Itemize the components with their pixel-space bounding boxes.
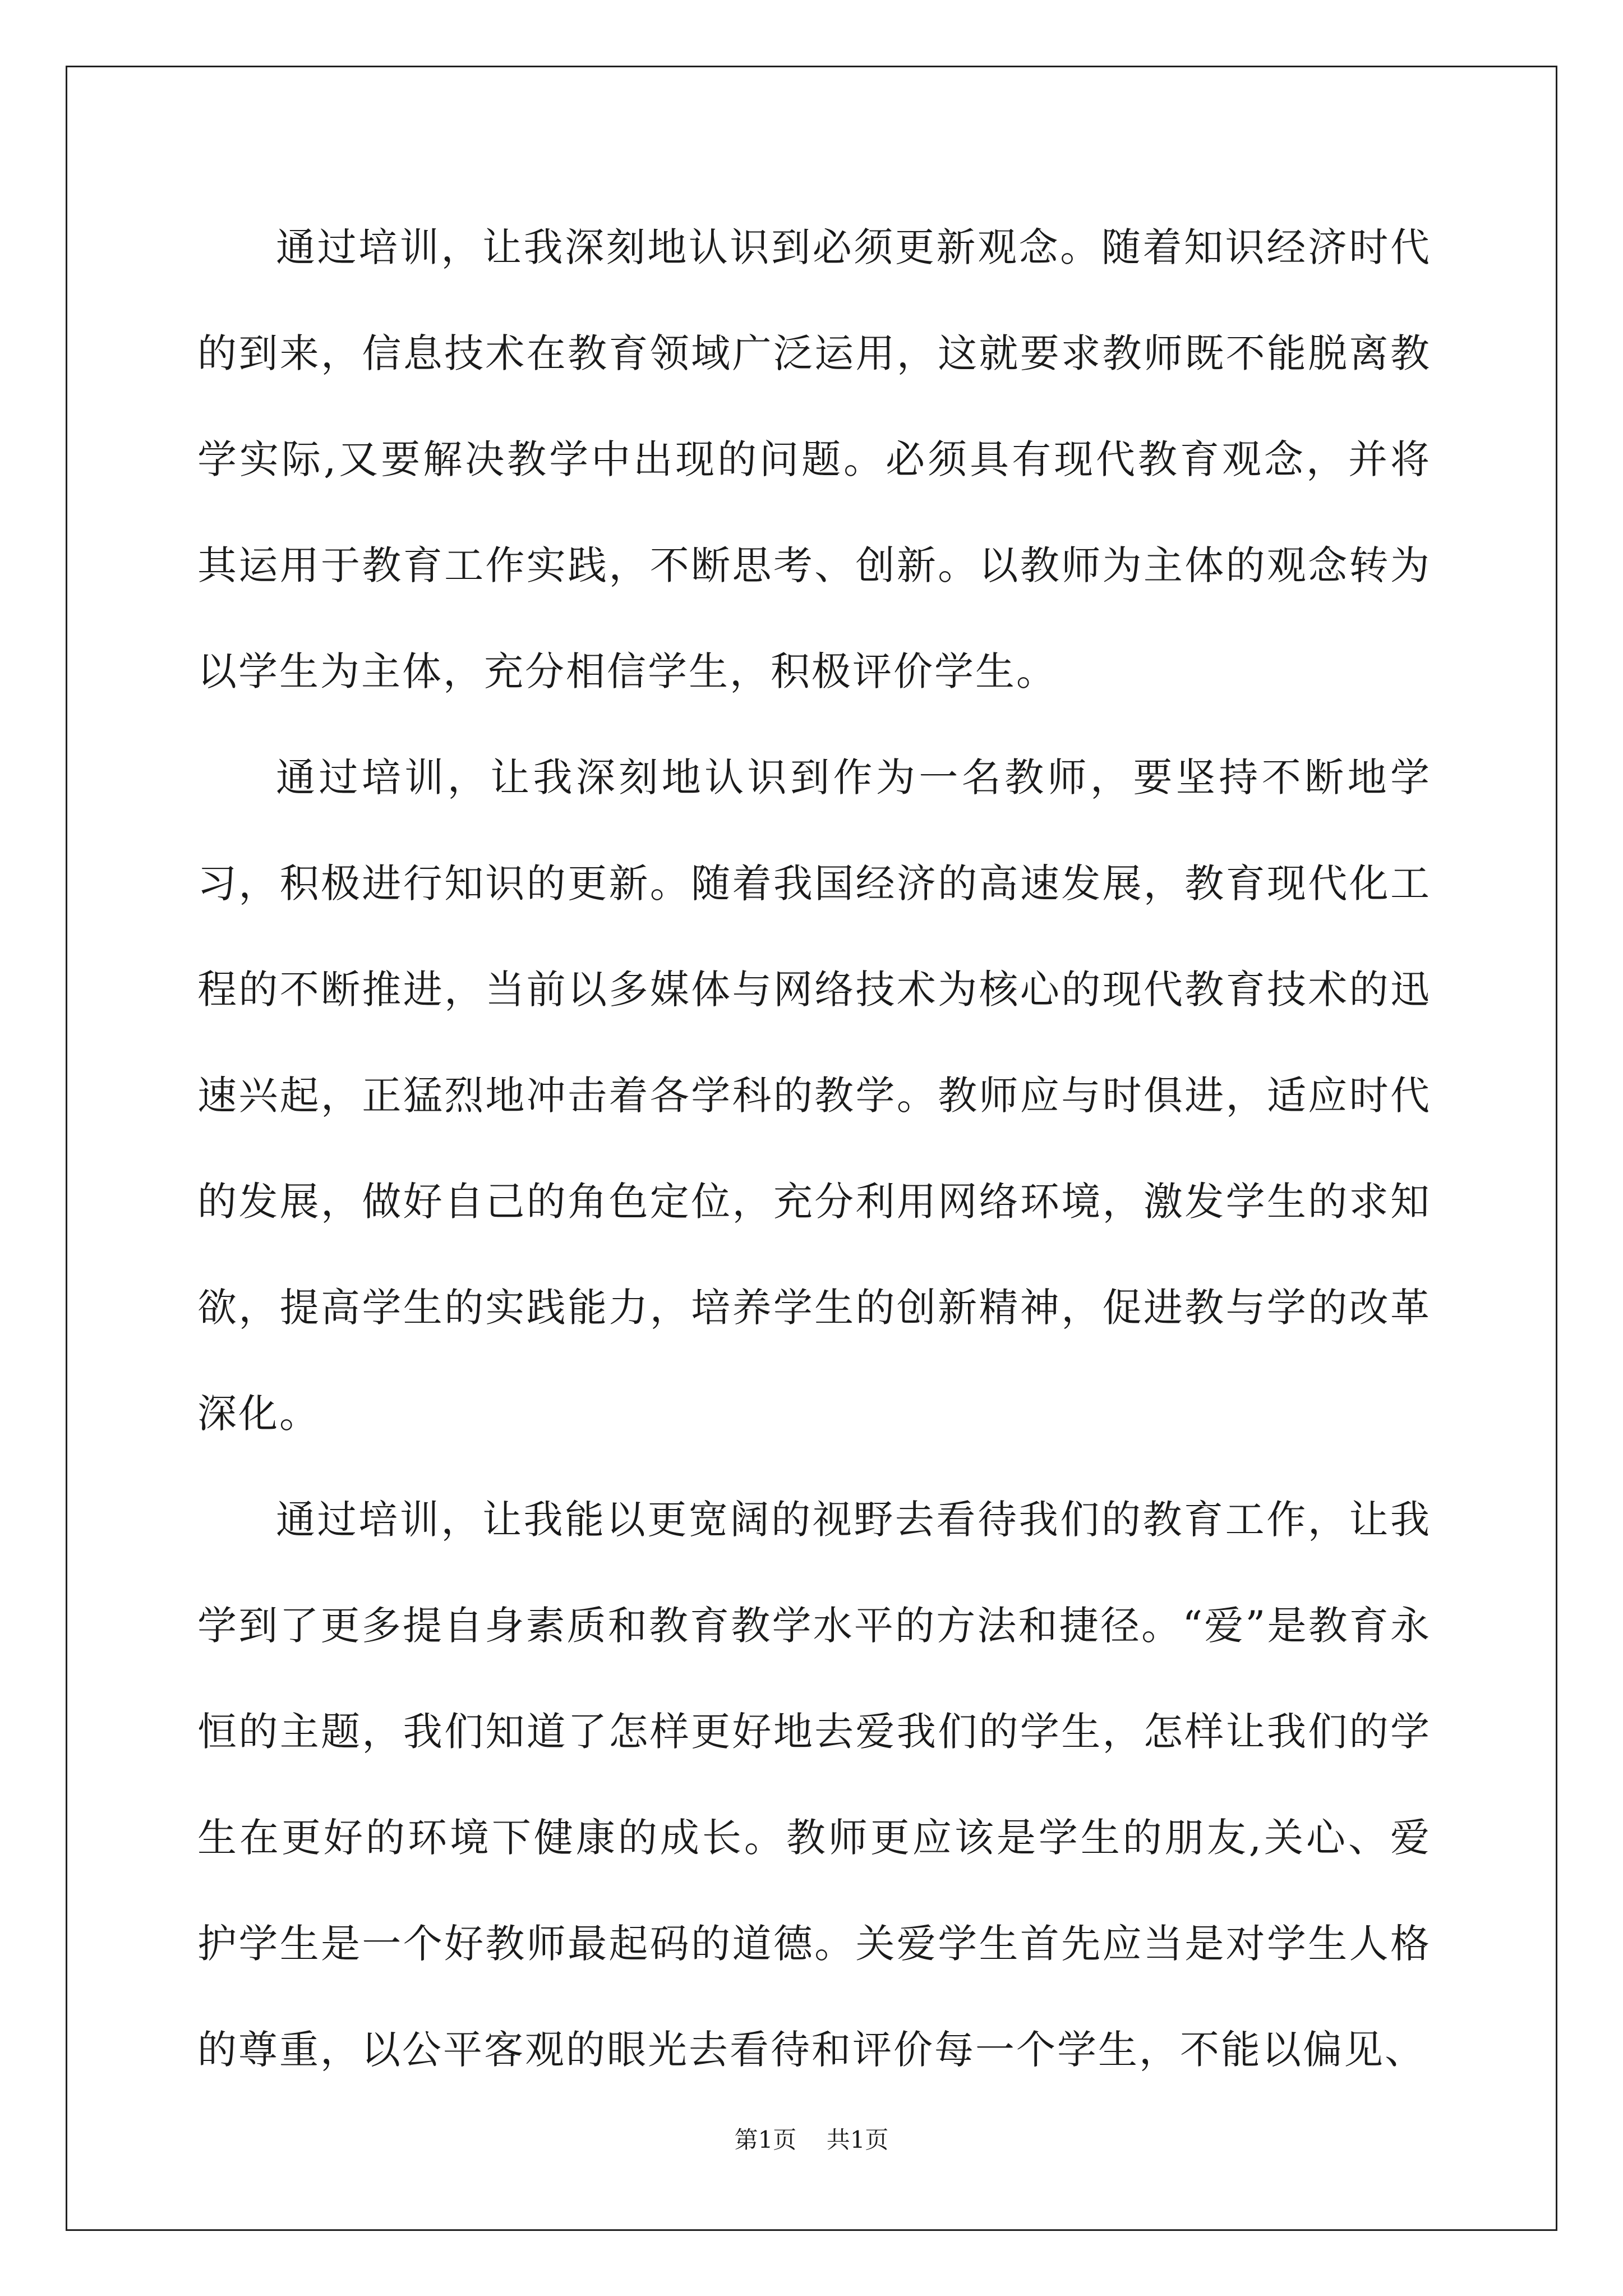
- paragraph-2: 通过培训，让我深刻地认识到作为一名教师，要坚持不断地学习，积极进行知识的更新。随着我国经济的高速发展，教育现代化工程的不断推进，当前以多媒体与网络技术为核心的现代教育技术的迅速兴起，正猛烈地冲击着各学科的教学。教师应与时俱进，适应时代的发展，做好自己的角色定位，充分利用网络环境，激发学生的求知欲，提高学生的实践能力，培养学生的创新精神，促进教与学的改革深化。: [197, 754, 1431, 1437]
- page-total: 共1页: [826, 2126, 889, 2154]
- page-footer: [0, 2122, 1623, 2155]
- paragraph-3: 通过培训，让我能以更宽阔的视野去看待我们的教育工作，让我学到了更多提自身素质和教育教学水平的方法和捷径。“爱”是教育永恒的主题，我们知道了怎样更好地去爱我们的学生，怎样让我们的学生在更好的环境下健康的成长。教师更应该是学生的朋友,关心、爱护学生是一个好教师最起码的道德。关爱学生首先应当是对学生人格的尊重，以公平客观的眼光去看待和评价每一个学生，不能以偏见、: [197, 1497, 1431, 2073]
- document-body: [197, 195, 1431, 2103]
- paragraph-1: 通过培训，让我深刻地认识到必须更新观念。随着知识经济时代的到来，信息技术在教育领域广泛运用，这就要求教师既不能脱离教学实际,又要解决教学中出现的问题。必须具有现代教育观念，并将其运用于教育工作实践，不断思考、创新。以教师为主体的观念转为以学生为主体，充分相信学生，积极评价学生。: [197, 224, 1431, 694]
- page-number: 第1页: [734, 2126, 797, 2154]
